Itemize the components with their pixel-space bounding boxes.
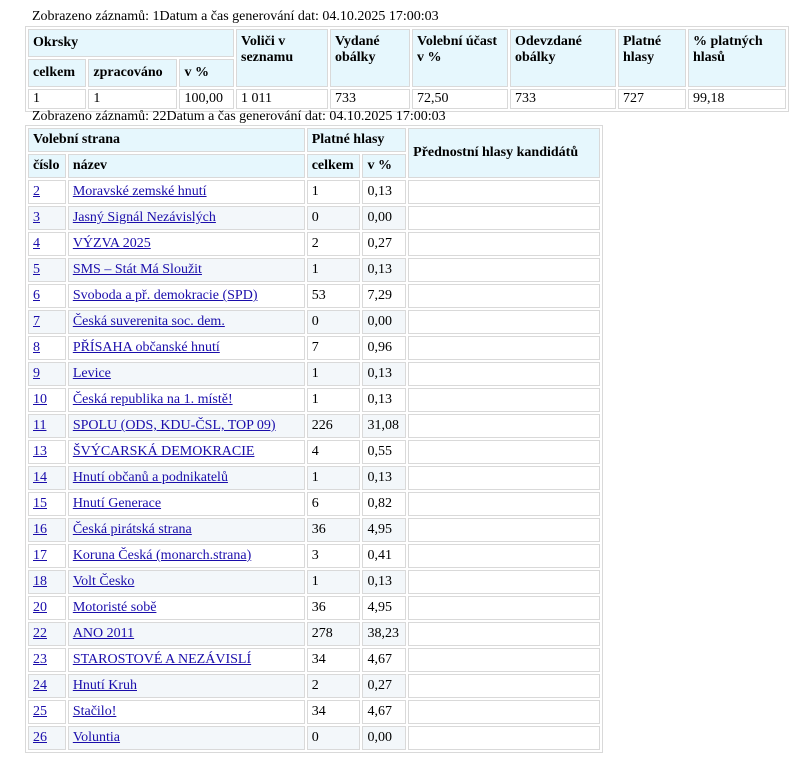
- ucast-value: 72,50: [412, 89, 508, 109]
- party-row: [28, 258, 600, 282]
- party-pct-cell: 0,82: [362, 492, 406, 516]
- platne-header: Platné hlasy: [618, 29, 686, 87]
- party-pct-cell: 0,13: [362, 570, 406, 594]
- party-number-cell: [28, 674, 66, 698]
- volici-value: 1 011: [236, 89, 328, 109]
- party-number-link[interactable]: 5: [33, 262, 40, 277]
- party-name-link[interactable]: SPOLU (ODS, KDU-ČSL, TOP 09): [72, 418, 276, 433]
- party-number-cell: [28, 596, 66, 620]
- party-number-cell: [28, 362, 66, 386]
- party-votes-cell: 53: [307, 284, 361, 308]
- vydane-value: 733: [330, 89, 410, 109]
- preferential-votes-cell: [408, 544, 600, 568]
- party-row: [28, 362, 600, 386]
- party-pct-cell: 4,95: [362, 596, 406, 620]
- party-number-cell: [28, 232, 66, 256]
- party-number-link[interactable]: 8: [33, 340, 40, 355]
- party-row: [28, 544, 600, 568]
- preferential-votes-cell: [408, 180, 600, 204]
- party-pct-cell: 0,13: [362, 362, 406, 386]
- party-number-cell: [28, 544, 66, 568]
- preferential-votes-cell: [408, 258, 600, 282]
- celkem-header: celkem: [307, 154, 361, 178]
- party-name-cell: [68, 440, 305, 464]
- party-name-link[interactable]: Levice: [72, 366, 111, 381]
- party-row: [28, 310, 600, 334]
- party-name-cell: [68, 336, 305, 360]
- preferential-votes-cell: [408, 336, 600, 360]
- party-number-cell: [28, 440, 66, 464]
- party-pct-cell: 0,13: [362, 388, 406, 412]
- party-votes-cell: 6: [307, 492, 361, 516]
- zpracovano-header: zpracováno: [88, 59, 177, 87]
- party-votes-cell: 36: [307, 596, 361, 620]
- party-name-cell: [68, 674, 305, 698]
- party-number-cell: [28, 518, 66, 542]
- party-name-link[interactable]: Česká republika na 1. místě!: [72, 392, 233, 407]
- party-pct-cell: 4,67: [362, 700, 406, 724]
- party-votes-cell: 1: [307, 180, 361, 204]
- party-votes-cell: 0: [307, 310, 361, 334]
- party-name-cell: [68, 518, 305, 542]
- party-row: [28, 440, 600, 464]
- party-number-cell: [28, 180, 66, 204]
- preferential-votes-cell: [408, 726, 600, 750]
- party-name-link[interactable]: Česká pirátská strana: [72, 522, 192, 537]
- party-number-link[interactable]: 22: [33, 626, 47, 641]
- party-name-link[interactable]: Moravské zemské hnutí: [72, 184, 207, 199]
- party-number-link[interactable]: 7: [33, 314, 40, 329]
- party-number-cell: [28, 570, 66, 594]
- party-name-cell: [68, 596, 305, 620]
- party-number-cell: [28, 726, 66, 750]
- party-votes-cell: 1: [307, 362, 361, 386]
- party-number-link[interactable]: 26: [33, 730, 47, 745]
- party-name-link[interactable]: Voluntia: [72, 730, 121, 745]
- party-name-link[interactable]: PŘÍSAHA občanské hnutí: [72, 340, 220, 355]
- party-name-cell: [68, 362, 305, 386]
- volici-header: Voliči v seznamu: [236, 29, 328, 87]
- party-row: [28, 726, 600, 750]
- v-pct-header: v %: [179, 59, 234, 87]
- party-number-link[interactable]: 23: [33, 652, 47, 667]
- preferential-votes-cell: [408, 232, 600, 256]
- party-name-cell: [68, 310, 305, 334]
- preferential-votes-cell: [408, 310, 600, 334]
- party-name-link[interactable]: Volt Česko: [72, 574, 135, 589]
- party-votes-cell: 226: [307, 414, 361, 438]
- party-number-link[interactable]: 18: [33, 574, 47, 589]
- party-name-link[interactable]: VÝZVA 2025: [72, 236, 151, 251]
- party-row: [28, 206, 600, 230]
- party-pct-cell: 4,67: [362, 648, 406, 672]
- prednostni-header: Přednostní hlasy kandidátů: [408, 128, 600, 178]
- preferential-votes-cell: [408, 700, 600, 724]
- party-pct-cell: 0,55: [362, 440, 406, 464]
- party-name-cell: [68, 284, 305, 308]
- party-name-cell: [68, 726, 305, 750]
- party-votes-cell: 2: [307, 232, 361, 256]
- party-number-cell: [28, 466, 66, 490]
- party-votes-cell: 34: [307, 648, 361, 672]
- parties-info-line: Zobrazeno záznamů: 22Datum a čas generování dat: 04.10.2025 17:00:03: [32, 109, 446, 124]
- party-number-cell: [28, 414, 66, 438]
- preferential-votes-cell: [408, 518, 600, 542]
- party-row: [28, 622, 600, 646]
- celkem-value: 1: [28, 89, 86, 109]
- party-pct-cell: 31,08: [362, 414, 406, 438]
- party-name-cell: [68, 622, 305, 646]
- party-number-cell: [28, 700, 66, 724]
- party-number-link[interactable]: 20: [33, 600, 47, 615]
- preferential-votes-cell: [408, 674, 600, 698]
- preferential-votes-cell: [408, 466, 600, 490]
- preferential-votes-cell: [408, 570, 600, 594]
- party-number-link[interactable]: 17: [33, 548, 47, 563]
- party-name-link[interactable]: Hnutí Generace: [72, 496, 162, 511]
- party-name-link[interactable]: Hnutí občanů a podnikatelů: [72, 470, 228, 485]
- party-name-cell: [68, 466, 305, 490]
- party-row: [28, 492, 600, 516]
- odevzdane-header: Odevzdané obálky: [510, 29, 616, 87]
- party-row: [28, 596, 600, 620]
- party-name-cell: [68, 700, 305, 724]
- party-number-link[interactable]: 16: [33, 522, 47, 537]
- party-name-link[interactable]: Svoboda a př. demokracie (SPD): [72, 288, 258, 303]
- party-pct-cell: 0,13: [362, 180, 406, 204]
- preferential-votes-cell: [408, 440, 600, 464]
- party-pct-cell: 38,23: [362, 622, 406, 646]
- party-row: [28, 414, 600, 438]
- party-name-link[interactable]: Jasný Signál Nezávislých: [72, 210, 216, 225]
- party-name-cell: [68, 414, 305, 438]
- platne-value: 727: [618, 89, 686, 109]
- party-number-cell: [28, 284, 66, 308]
- party-votes-cell: 1: [307, 570, 361, 594]
- party-votes-cell: 0: [307, 206, 361, 230]
- cislo-header: číslo: [28, 154, 66, 178]
- party-number-link[interactable]: 15: [33, 496, 47, 511]
- pct-platnych-value: 99,18: [688, 89, 786, 109]
- parties-table: [26, 126, 602, 752]
- vydane-header: Vydané obálky: [330, 29, 410, 87]
- party-name-cell: [68, 570, 305, 594]
- party-pct-cell: 0,13: [362, 466, 406, 490]
- party-name-cell: [68, 180, 305, 204]
- party-number-cell: [28, 648, 66, 672]
- party-row: [28, 232, 600, 256]
- party-number-link[interactable]: 2: [33, 184, 40, 199]
- party-number-cell: [28, 258, 66, 282]
- party-number-link[interactable]: 6: [33, 288, 40, 303]
- party-pct-cell: 0,00: [362, 310, 406, 334]
- party-name-cell: [68, 206, 305, 230]
- summary-table: [26, 27, 788, 111]
- preferential-votes-cell: [408, 206, 600, 230]
- party-votes-cell: 0: [307, 726, 361, 750]
- party-name-cell: [68, 544, 305, 568]
- party-number-cell: [28, 336, 66, 360]
- party-number-link[interactable]: 14: [33, 470, 47, 485]
- party-name-link[interactable]: Stačilo!: [72, 704, 117, 719]
- party-pct-cell: 0,27: [362, 232, 406, 256]
- summary-row: [28, 89, 786, 109]
- party-name-link[interactable]: ŠVÝCARSKÁ DEMOKRACIE: [72, 444, 255, 459]
- party-pct-cell: 7,29: [362, 284, 406, 308]
- party-number-link[interactable]: 3: [33, 210, 40, 225]
- zpracovano-value: 1: [88, 89, 177, 109]
- party-number-link[interactable]: 4: [33, 236, 40, 251]
- party-pct-cell: 4,95: [362, 518, 406, 542]
- party-number-cell: [28, 492, 66, 516]
- party-number-cell: [28, 622, 66, 646]
- party-votes-cell: 3: [307, 544, 361, 568]
- party-votes-cell: 7: [307, 336, 361, 360]
- party-votes-cell: 1: [307, 388, 361, 412]
- party-name-link[interactable]: Česká suverenita soc. dem.: [72, 314, 225, 329]
- party-pct-cell: 0,00: [362, 726, 406, 750]
- celkem-header: celkem: [28, 59, 86, 87]
- party-pct-cell: 0,27: [362, 674, 406, 698]
- party-name-link[interactable]: Koruna Česká (monarch.strana): [72, 548, 252, 563]
- party-pct-cell: 0,41: [362, 544, 406, 568]
- party-name-link[interactable]: SMS – Stát Má Sloužit: [72, 262, 202, 277]
- party-name-cell: [68, 258, 305, 282]
- party-votes-cell: 1: [307, 258, 361, 282]
- v-pct-header: v %: [362, 154, 406, 178]
- party-number-link[interactable]: 10: [33, 392, 47, 407]
- party-row: [28, 648, 600, 672]
- party-row: [28, 388, 600, 412]
- party-number-link[interactable]: 11: [33, 418, 47, 433]
- party-name-cell: [68, 232, 305, 256]
- party-number-link[interactable]: 9: [33, 366, 40, 381]
- party-name-link[interactable]: Motoristé sobě: [72, 600, 157, 615]
- party-pct-cell: 0,00: [362, 206, 406, 230]
- platne-hlasy-header: Platné hlasy: [307, 128, 406, 152]
- party-votes-cell: 278: [307, 622, 361, 646]
- party-row: [28, 700, 600, 724]
- preferential-votes-cell: [408, 596, 600, 620]
- party-number-link[interactable]: 13: [33, 444, 47, 459]
- party-number-link[interactable]: 25: [33, 704, 47, 719]
- party-row: [28, 336, 600, 360]
- preferential-votes-cell: [408, 388, 600, 412]
- v-pct-value: 100,00: [179, 89, 234, 109]
- party-name-link[interactable]: ANO 2011: [72, 626, 135, 641]
- preferential-votes-cell: [408, 648, 600, 672]
- party-votes-cell: 36: [307, 518, 361, 542]
- party-name-link[interactable]: STAROSTOVÉ A NEZÁVISLÍ: [72, 652, 252, 667]
- party-name-cell: [68, 648, 305, 672]
- odevzdane-value: 733: [510, 89, 616, 109]
- party-row: [28, 518, 600, 542]
- party-votes-cell: 2: [307, 674, 361, 698]
- preferential-votes-cell: [408, 492, 600, 516]
- party-name-cell: [68, 492, 305, 516]
- party-number-cell: [28, 388, 66, 412]
- party-row: [28, 674, 600, 698]
- preferential-votes-cell: [408, 284, 600, 308]
- party-row: [28, 180, 600, 204]
- pct-platnych-header: % platných hlasů: [688, 29, 786, 87]
- summary-info-line: Zobrazeno záznamů: 1Datum a čas generování dat: 04.10.2025 17:00:03: [32, 9, 439, 24]
- preferential-votes-cell: [408, 414, 600, 438]
- ucast-header: Volební účast v %: [412, 29, 508, 87]
- preferential-votes-cell: [408, 622, 600, 646]
- nazev-header: název: [68, 154, 305, 178]
- okrsky-header: Okrsky: [28, 29, 234, 57]
- party-number-cell: [28, 206, 66, 230]
- preferential-votes-cell: [408, 362, 600, 386]
- party-row: [28, 570, 600, 594]
- party-number-cell: [28, 310, 66, 334]
- party-votes-cell: 4: [307, 440, 361, 464]
- party-votes-cell: 1: [307, 466, 361, 490]
- party-pct-cell: 0,13: [362, 258, 406, 282]
- party-row: [28, 466, 600, 490]
- party-votes-cell: 34: [307, 700, 361, 724]
- party-row: [28, 284, 600, 308]
- party-number-link[interactable]: 24: [33, 678, 47, 693]
- strana-header: Volební strana: [28, 128, 305, 152]
- party-name-link[interactable]: Hnutí Kruh: [72, 678, 137, 693]
- party-name-cell: [68, 388, 305, 412]
- party-pct-cell: 0,96: [362, 336, 406, 360]
